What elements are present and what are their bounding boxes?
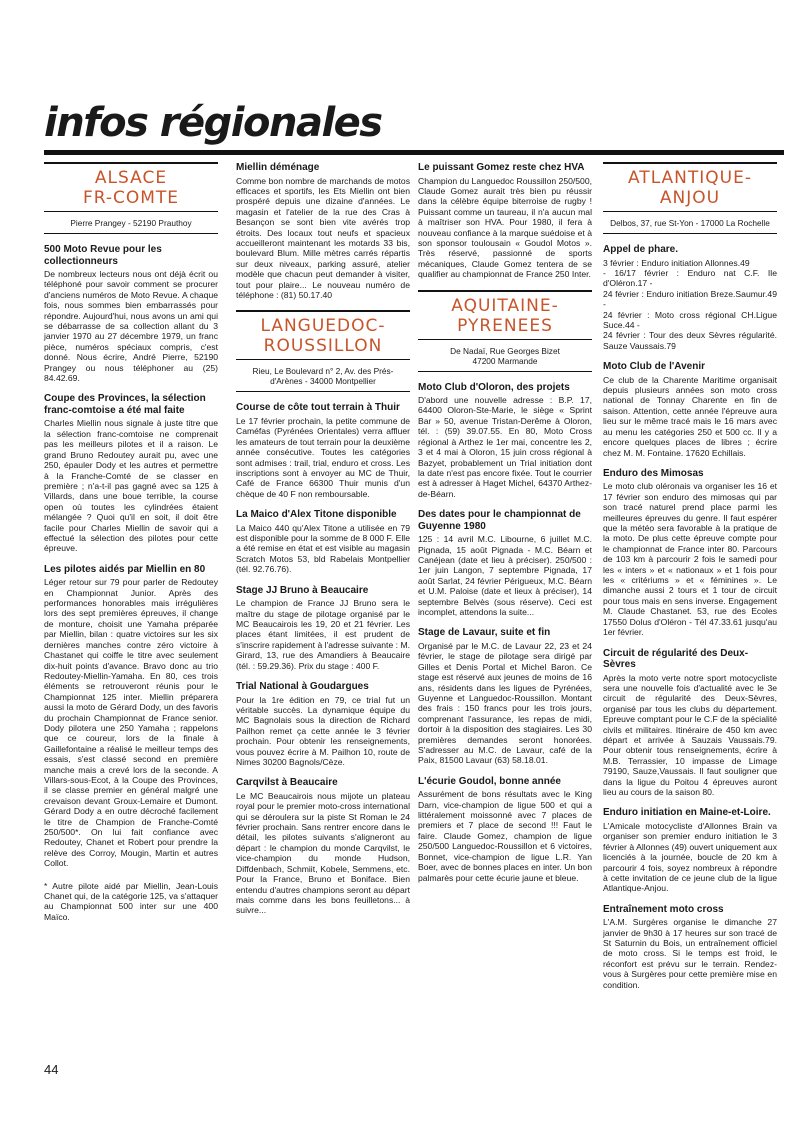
page-number: 44 [44, 1062, 59, 1077]
article [236, 777, 410, 915]
article [44, 244, 218, 383]
article-headline: Des dates pour le championnat de Guyenne 1980 [418, 509, 581, 532]
article [236, 681, 410, 767]
article-headline: Course de côte tout terrain à Thuir [236, 402, 400, 414]
article [603, 648, 777, 798]
article-body: Charles Miellin nous signale à juste titre que la sélection franc-comtoise ne comprenait pas les meilleurs pilotes et il a raison. Le grand Bruno Redoutey aurait pu, avec une 250, épauler Dody et les autres et permettre à la Franche-Comté de se classer en première ; n'a-t-il pas gagné avec sa 125 à Villards, dans une boue terrible, la course open où toutes les cylindrées étaient mélangée ? Quoi qu'il en soit, il doit être facile pour Charles Miellin de savoir qui a effectué la sélection des pilotes pour cette épreuve. [44, 418, 218, 554]
article-body: La Maico 440 qu'Alex Titone a utilisée en 79 est disponible pour la somme de 8 000 F. Elle a été remise en état et est visible au magasin Scratch Motos 53, bld Rabelais Montpellier (tél. 92.76.76). [236, 522, 410, 575]
article-body: Après la moto verte notre sport motocycliste sera une nouvelle fois d'actualité avec le 3e circuit de régularité des Deux-Sèvres, organisé par tous les clubs du département. Epreuve comptant pour le C.F de la spécialité civils et militaires. Itinéraire de 450 km avec départ et arrivée à Sauzais Vaussais.79. Pour obtenir tous renseignements, écrire à M.B. Terrassier, 10 impasse de Limage 79190, Sauze,Vaussais. Il faut souligner que dans la ligue du Poitou 4 épreuves auront lieu au cours de la saison 80. [603, 672, 777, 797]
article-headline: Moto Club de l'Avenir [603, 361, 706, 373]
column-4 [603, 162, 777, 1000]
article-body: D'abord une nouvelle adresse : B.P. 17, 64400 Oloron-Ste-Marie, le siège « Sprint Bar » 50, avenue Tristan-Derême à Oloron, tél. : (59) 39.07.55. En 80, Moto Cross régional à Arthez le 1er mai, concentre les 2, 3 et 4 mai à Oloron, 15 juin cross régional à Bazyet, probablement un Trial initiation dont la date n'est pas encore fixée. Tout le courrier est à adresser à Haget Michel, 64370 Arthez-de-Béarn. [418, 395, 592, 499]
article-headline: Le puissant Gomez reste chez HVA [418, 162, 585, 173]
article-headline: Carqvilst à Beaucaire [236, 777, 338, 789]
column-2 [236, 162, 410, 926]
region-header [236, 310, 410, 360]
article-body: L'A.M. Surgères organise le dimanche 27 janvier de 9h30 à 17 heures sur son tracé de St Saturnin du Bois, un entraînement officiel de moto cross. Si le temps est froid, le réconfort est prévu sur le terrain. Rendez-vous à Surgères pour cette première mise en condition. [603, 917, 777, 990]
article [418, 627, 592, 765]
region-header [44, 162, 218, 212]
correspondent-address: Rieu, Le Boulevard n° 2, Av. des Prés- d'Arènes - 34000 Montpellier [236, 363, 410, 392]
article-headline: Trial National à Goudargues [236, 681, 369, 692]
article-headline: Stage de Lavaur, suite et fin [418, 627, 551, 639]
column-3 [418, 162, 592, 893]
article [418, 162, 592, 280]
region-name: ALSACE FR-COMTE [82, 168, 180, 208]
article-body: Pour la 1re édition en 79, ce trial fut un véritable succès. La dynamique équipe du MC Bagnolais sous la direction de Richard Pailhon remet ça cette année le 3 février prochain. Pour obtenir les renseignements, vous pouvez écrire à M. Pailhon 10, route de Nimes 30200 Bagnols/Cèze. [236, 694, 410, 767]
article-body: Le moto club oléronais va organiser les 16 et 17 février son enduro des mimosas qui par son tracé naturel prend place parmi les meilleures épreuves du genre. Il faut espérer que la météo sera favorable à la pratique de la moto. De plus cette épreuve compte pour le championnat de France inter 80. Parcours de 103 km à parcourir 2 fois le samedi pour les « inters » et « nationaux » et 1 fois pour les « critériums » et « féminines ». Le dimanche aussi 2 tours et 1 tour de circuit pour tous mais en sens inverse. Engagement M. Claude Chastanet. 53, rue des Ecoles 17550 Dolus d'Oléron - Tél 47.33.61 jusqu'au 1er février. [603, 481, 777, 638]
article [236, 402, 410, 499]
article [236, 585, 410, 671]
article [603, 468, 777, 638]
article-headline: Entraînement moto cross [603, 903, 724, 915]
article [418, 776, 592, 883]
article [418, 509, 592, 617]
article [418, 382, 592, 500]
region-name: AQUITAINE- PYRENEES [451, 295, 559, 336]
article-body: Comme bon nombre de marchands de motos efficaces et sportifs, les Ets Miellin ont bien prospéré depuis une dizaine d'années. Le magasin et l'atelier de la rue des Cras à Besançon se sont bien vite avérés trop étroits. Des locaux tout neufs et spacieux accueilleront maintenant les motards 33 bis, boulevard Blum. Mille mètres carrés répartis sur deux niveaux, parking assuré, atelier modèle que chacun peut demander à visiter, tout pour plaire... Le nouveau numéro de téléphone : (81) 50.17.40 [236, 175, 410, 300]
region-name: ATLANTIQUE- ANJOU [628, 168, 752, 208]
correspondent-address: Pierre Prangey - 52190 Prauthoy [44, 215, 218, 234]
article-headline: Enduro initiation en Maine-et-Loire. [603, 807, 771, 819]
article-headline: Moto Club d'Oloron, des projets [418, 381, 570, 393]
footnote: * Autre pilote aidé par Miellin, Jean-Louis Chanet qui, de la catégorie 125, va s'attaquer au Championnat 500 inter sur une 400 Maïco. [44, 880, 218, 922]
article [603, 361, 777, 458]
article-headline: Miellin déménage [236, 162, 320, 173]
article-body: Ce club de la Charente Maritime organisait depuis plusieurs années son moto cross national de Tonnay Charente en fin de saison. Attention, cette année l'épreuve aura lieu sur le même tracé mais le 16 mars avec au menu les catégories 250 et 500 cc. Il y a encore quelques places de libres ; écrire chez M. M. Fontaine. 17620 Echillais. [603, 374, 777, 458]
article-headline: L'écurie Goudol, bonne année [418, 775, 561, 787]
article-headline: Enduro des Mimosas [603, 467, 704, 479]
article-headline: La Maico d'Alex Titone disponible [236, 509, 397, 521]
article-body: 125 : 14 avril M.C. Libourne, 6 juillet M.C. Pignada, 15 août Pignada - M.C. Béarn et Canéjean (date et lieu à préciser). 250/500 : 1er juin Langon, 7 septembre Pignada, 17 août Sarlat, 24 février Périgueux, M.C. Béarn et U.M. Paloise (date et lieux à préciser), 14 septembre Belvès (sous réserve). Ceci est incomplet, attendons la suite... [418, 534, 592, 617]
correspondent-address: De Nadaï, Rue Georges Bizet 47200 Marmande [418, 343, 592, 372]
section-masthead: infos régionales [44, 100, 382, 146]
article [236, 509, 410, 575]
region-header [418, 290, 592, 340]
article-headline: Appel de phare. [603, 244, 679, 255]
article-headline: Stage JJ Bruno à Beaucaire [236, 584, 369, 596]
region-header [603, 162, 777, 212]
article [603, 904, 777, 990]
article [603, 807, 777, 893]
article-headline: Circuit de régularité des Deux-Sèvres [603, 647, 749, 670]
article-body: L'Amicale motocycliste d'Allonnes Brain va organiser son premier enduro initiation le 3 février à Allonnes (49) ouvert uniquement aux licenciés à la journée, boucle de 20 km à parcourir 4 fois, soyez nombreux à répondre à cette invitation de ce jeune club de la ligue Atlantique-Anjou. [603, 820, 777, 894]
correspondent-address: Delbos, 37, rue St-Yon - 17000 La Rochelle [603, 215, 777, 234]
article [44, 564, 218, 869]
masthead-rule [44, 150, 784, 155]
article-body: Assurément de bons résultats avec le King Darn, vice-champion de ligue 500 et qui a littéralement moissonné avec 7 places de premiers et 7 place de second !!! Faut le faire. Claude Gomez, champion de ligue 250/500 Languedoc-Roussillon et 6 victoires, Bonnet, vice-champion de ligue L.R. Yan Boer, avec de bonnes places en inter. Un bon palmarès pour cette écurie jaune et bleue. [418, 789, 592, 883]
article-headline: Les pilotes aidés par Miellin en 80 [44, 563, 206, 575]
column-1 [44, 162, 218, 922]
article-body: De nombreux lecteurs nous ont déjà écrit ou téléphoné pour savoir comment se procurer d'anciens numéros de Moto Revue. A chaque fois, nous sommes bien embarrassés pour répondre. Aujourd'hui, nous avons un ami qui se débarrasse de sa collection allant du 3 janvier 1970 au 27 décembre 1979, un franc pièce, numéros spéciaux compris, c'est donné. Nous écrire, André Pierre, 52190 Prangey ou nous téléphoner au (25) 84.42.69. [44, 269, 218, 384]
article-headline: 500 Moto Revue pour les collectionneurs [44, 244, 162, 267]
article-body: Champion du Languedoc Roussillon 250/500, Claude Gomez aurait très bien pu réussir dans la célèbre équipe biterroise de rugby ! Puissant comme un taureau, il n'a aucun mal à maîtriser son HVA. Pour 1980, il fera à nouveau confiance à la marque suédoise et à son sponsor toulousain « Goudol Motos ». Très réservé, passionné de sports mécaniques, Claude Gomez tentera de se qualifier au championnat de France 250 Inter. [418, 175, 592, 280]
article-body: 3 février : Enduro initiation Allonnes.49 - 16/17 février : Enduro nat C.F. Ile d'Oléron.17 - 24 février : Enduro initiation Breze.Saumur.49 - 24 février : Moto cross régional CH.Ligue Suce.44 - 24 février : Tour des deux Sèvres régularité. Sauze Vaussais.79 [603, 257, 777, 351]
article-body: Le MC Beaucairois nous mijote un plateau royal pour le premier moto-cross international qui se déroulera sur la piste St Roman le 24 février prochain. Sans rentrer encore dans le détail, les pilotes suivants s'aligneront au départ : le champion du monde Carqvilst, le vice-champion du monde Hudson, Diffdenbach, Schmiit, Kobele, Semmens, etc. Pour la France, Bruno et Boniface. Bien entendu d'autres champions seront au départ mais comme dans les bons feuilletons... à suivre... [236, 790, 410, 916]
article-headline: Coupe des Provinces, la sélection franc-comtoise a été mal faite [44, 393, 206, 416]
article-body: Le 17 février prochain, la petite commune de Caméfas (Pyrénées Orientales) verra affluer les amateurs de tout terrain pour la deuxième année consécutive. Toutes les catégories sont admises : trail, trial, enduro et cross. Les inscriptions sont à envoyer au MC de Thuir, Café de France 66300 Thuir munis d'un chèque de 40 F non remboursable. [236, 415, 410, 499]
article [603, 244, 777, 351]
article [236, 162, 410, 300]
region-name: LANGUEDOC- ROUSSILLON [260, 316, 386, 357]
article-body: Le champion de France JJ Bruno sera le maître du stage de pilotage organisé par le MC Beaucairois les 19, 20 et 21 février. Les places étant limitées, il est prudent de s'inscrire rapidement à l'adresse suivante : M. Girard, 13, rue des Amandiers à Beaucaire (tél. : 59.29.36). Prix du stage : 400 F. [236, 598, 410, 671]
article-body: Organisé par le M.C. de Lavaur 22, 23 et 24 février, le stage de pilotage sera dirigé par Gilles et Denis Portal et Michel Baron. Ce stage est réservé aux jeunes de moins de 16 ans, résidents dans les ligues de Pyrénées, Guyenne et Languedoc-Roussillon. Montant des frais : 150 francs pour les trois jours, comprenant l'assurance, les repas de midi, dortoir à la disposition des stagiaires. Les 30 premières demandes seront honorées. S'adresser au M.C. de Lavaur, café de la Paix, 81500 Lavaur (63) 58.18.01. [418, 640, 592, 766]
article [44, 393, 218, 553]
article-body: Léger retour sur 79 pour parler de Redoutey en Championnat Junior. Après des performances honorables mais irrégulières lors des sept premières épreuves, il change de monture, choisit une Yamaha préparée par Miellin, bilan : quatre victoires sur les six dernières manches contre zéro victoire à Chastanet qui coiffe le titre avec seulement dix-huit points d'avance. Bravo donc au trio Redoutey-Miellin-Yamaha. En 80, ces trois éléments se retrouveront réunis pour le Championnat 125 inter. Miellin préparera aussi la moto de Gérard Dody, un des favoris du prochain Championnat de France senior. Dody pilotera une 250 Yamaha ; rappelons que ce coureur, lors de la finale à Gaillefontaine a réalisé le meilleur temps des essais, s'est classé second en première manche mais a crevé lors de la seconde. A Villars-sous-Ecot, à la Coupe des Provinces, il se classe premier en général malgré une crevaison devant Groux-Lemaire et Dumont. Gérard Dody a en outre décroché facilement le titre de Champion de Franche-Comté 250/500*. On lui fait confiance avec Redoutey, Chanet et Robert pour prendre la relève des Corroy, Mougin, Martin et autres Collot. [44, 577, 218, 869]
